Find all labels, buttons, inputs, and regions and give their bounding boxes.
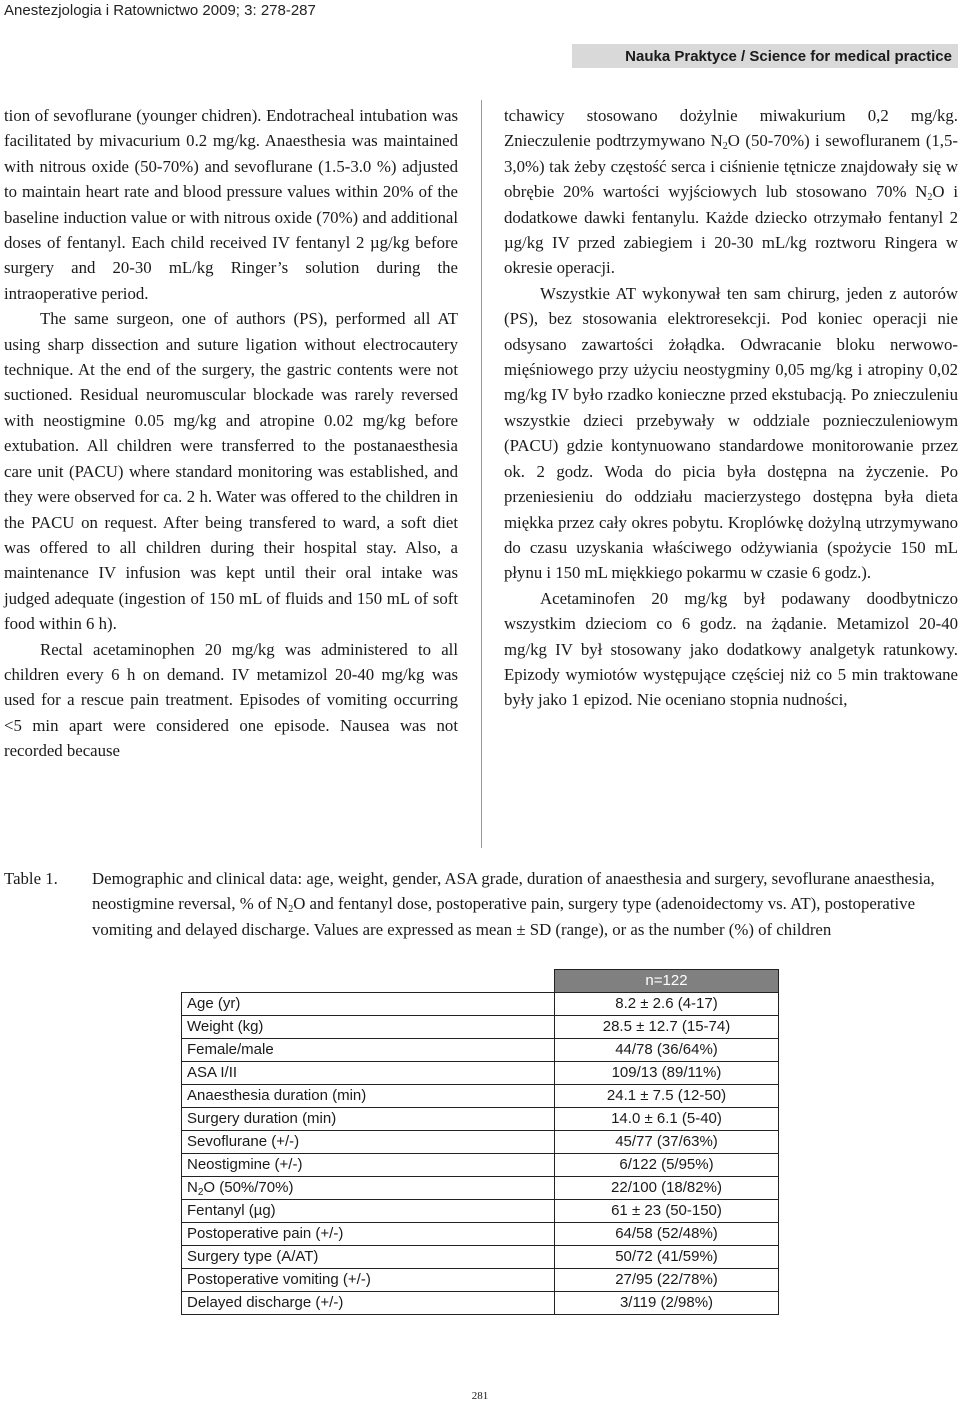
table-row-label: Weight (kg) <box>182 1016 555 1039</box>
table-row <box>182 1177 779 1200</box>
paragraph: Rectal acetaminophen 20 mg/kg was administered to all children every 6 h on demand. IV metamizol 20-40 mg/kg was used for a rescue pain treatment. Episodes of vomiting occurring <5 min apart were considered one episode. Nausea was not recorded because <box>4 639 458 761</box>
table-row <box>182 1292 779 1315</box>
table-row-label: Postoperative pain (+/-) <box>182 1223 555 1246</box>
paragraph: Wszystkie AT wykonywał ten sam chirurg, jeden z autorów (PS), bez stosowania elektroresekcji. Pod koniec operacji nie odsysano zawartości żołądka. Odwracanie bloku nerwowo-mięśniowego przy użyciu neostygminy 0,05 mg/kg i atropiny 0,02 mg/kg IV było rzadko konieczne przed ekstubacją. Po znieczuleniu wszystkie dzieci przebywały w oddziale poznieczuleniowym (PACU) gdzie kontynuowano standardowe monitorowanie przez ok. 2 godz. Woda do picia była dostępna na życzenie. Po przeniesieniu do oddziału macierzystego dostępna była dieta miękka przez cały okres pobytu. Kroplówkę dożylną utrzymywano do czasu uzyskania właściwego odżywiania (spożycie 150 mL płynu i 150 mL miękkiego pokarmu w czasie 6 godz.). <box>504 283 958 583</box>
table-row-value: 6/122 (5/95%) <box>555 1154 779 1177</box>
table-row-value: 61 ± 23 (50-150) <box>555 1200 779 1223</box>
table-row-value: 22/100 (18/82%) <box>555 1177 779 1200</box>
table-row-value: 64/58 (52/48%) <box>555 1223 779 1246</box>
paragraph: Acetaminofen 20 mg/kg był podawany doodbytniczo wszystkim dzieciom co 6 godz. na żądanie. Metamizol 20-40 mg/kg IV był stosowany jako dodatkowy analgetyk ratunkowy. Epizody wymiotów występujące częściej niż co 5 min traktowane były jako 1 epizod. Nie oceniano stopnia nudności, <box>504 588 958 710</box>
table-row <box>182 1269 779 1292</box>
section-header: Nauka Praktyce / Science for medical practice <box>572 44 958 68</box>
table-row-label: Anaesthesia duration (min) <box>182 1085 555 1108</box>
journal-citation: Anestezjologia i Ratownictwo 2009; 3: 278-287 <box>4 2 316 19</box>
table-row <box>182 993 779 1016</box>
table-row <box>182 1246 779 1269</box>
table-row-label: Neostigmine (+/-) <box>182 1154 555 1177</box>
table-row-value: 24.1 ± 7.5 (12-50) <box>555 1085 779 1108</box>
table-row-label: Postoperative vomiting (+/-) <box>182 1269 555 1292</box>
table-label: Table 1. <box>4 869 58 888</box>
table-row <box>182 1016 779 1039</box>
paragraph: tion of sevoflurane (younger chidren). Endotracheal intubation was facilitated by mivacurium 0.2 mg/kg. Anaesthesia was maintained with nitrous oxide (50-70%) and sevoflurane (1.5-3.0 %) adjusted to maintain heart rate and blood pressure values within 20% of the baseline induction value or with nitrous oxide (70%) and additional doses of fentanyl. Each child received IV fentanyl 2 µg/kg before surgery and 20-30 mL/kg Ringer’s solution during the intraoperative period. <box>4 106 458 303</box>
paragraph: The same surgeon, one of authors (PS), performed all AT using sharp dissection and suture ligation without electrocautery technique. At the end of the surgery, the gastric contents were not suctioned. Residual neuromuscular blockade was rarely reversed with neostigmine 0.05 mg/kg and atropine 0.02 mg/kg before extubation. All children were transferred to the postanaesthesia care unit (PACU) where standard monitoring was established, and they were observed for ca. 2 h. Water was offered to the children in the PACU on request. After being transfered to ward, a soft diet was offered to all children during their hospital stay. Also, a maintenance IV infusion was kept until their oral intake was judged adequate (ingestion of 150 mL of fluids and 150 mL of soft food within 6 h). <box>4 309 458 634</box>
left-column-text <box>4 103 458 764</box>
table-row-label: Surgery duration (min) <box>182 1108 555 1131</box>
table-row-value: 109/13 (89/11%) <box>555 1062 779 1085</box>
paragraph: tchawicy stosowano dożylnie miwakurium 0,2 mg/kg. Znieczulenie podtrzymywano $N_2O$ (50-70%) i sewofluranem (1,5-3,0%) tak żeby częstość serca i ciśnienie tętnicze znajdowały się w obrębie 20% wartości wyjściowych lub stosowano 70% $N_2O$ i dodatkowe dawki fentanylu. Każde dziecko otrzymało fentanyl 2 µg/kg IV przed zabiegiem i 20-30 mL/kg roztworu Ringera w okresie operacji. <box>504 106 958 278</box>
table-row <box>182 1039 779 1062</box>
table-row <box>182 1223 779 1246</box>
table-row-label: Fentanyl (µg) <box>182 1200 555 1223</box>
table-row <box>182 1085 779 1108</box>
table-row <box>182 1062 779 1085</box>
table-row <box>182 1108 779 1131</box>
column-divider <box>481 100 482 848</box>
table-row-value: 28.5 ± 12.7 (15-74) <box>555 1016 779 1039</box>
table-row-label: ASA I/II <box>182 1062 555 1085</box>
table-header-blank <box>182 970 555 993</box>
table-row-value: 14.0 ± 6.1 (5-40) <box>555 1108 779 1131</box>
table-row-label: Delayed discharge (+/-) <box>182 1292 555 1315</box>
table-row-label: Age (yr) <box>182 993 555 1016</box>
table-body <box>182 993 779 1315</box>
right-column-text <box>504 103 958 713</box>
table-row-label: Sevoflurane (+/-) <box>182 1131 555 1154</box>
table-row-value: 50/72 (41/59%) <box>555 1246 779 1269</box>
table-row-value: 8.2 ± 2.6 (4-17) <box>555 993 779 1016</box>
table-row-label: $N_2O$ (50%/70%) <box>182 1177 555 1200</box>
table-header-n: n=122 <box>555 970 779 993</box>
table-row <box>182 1200 779 1223</box>
page-number: 281 <box>471 1390 489 1402</box>
table-row <box>182 1154 779 1177</box>
table-row-value: 44/78 (36/64%) <box>555 1039 779 1062</box>
table-row-label: Surgery type (A/AT) <box>182 1246 555 1269</box>
table-caption-text: Demographic and clinical data: age, weight, gender, ASA grade, duration of anaesthesia and surgery, sevoflurane anaesthesia, neostigmine reversal, % of $N_2O$ and fentanyl dose, postoperative pain, surgery type (adenoidectomy vs. AT), postoperative vomiting and delayed discharge. Values are expressed as mean ± SD (range), or as the number (%) of children <box>92 869 935 939</box>
table-row-value: 45/77 (37/63%) <box>555 1131 779 1154</box>
table-row <box>182 1131 779 1154</box>
table-row-value: 3/119 (2/98%) <box>555 1292 779 1315</box>
demographics-table <box>181 969 779 1315</box>
table-header-row <box>182 970 779 993</box>
table-row-value: 27/95 (22/78%) <box>555 1269 779 1292</box>
table-row-label: Female/male <box>182 1039 555 1062</box>
